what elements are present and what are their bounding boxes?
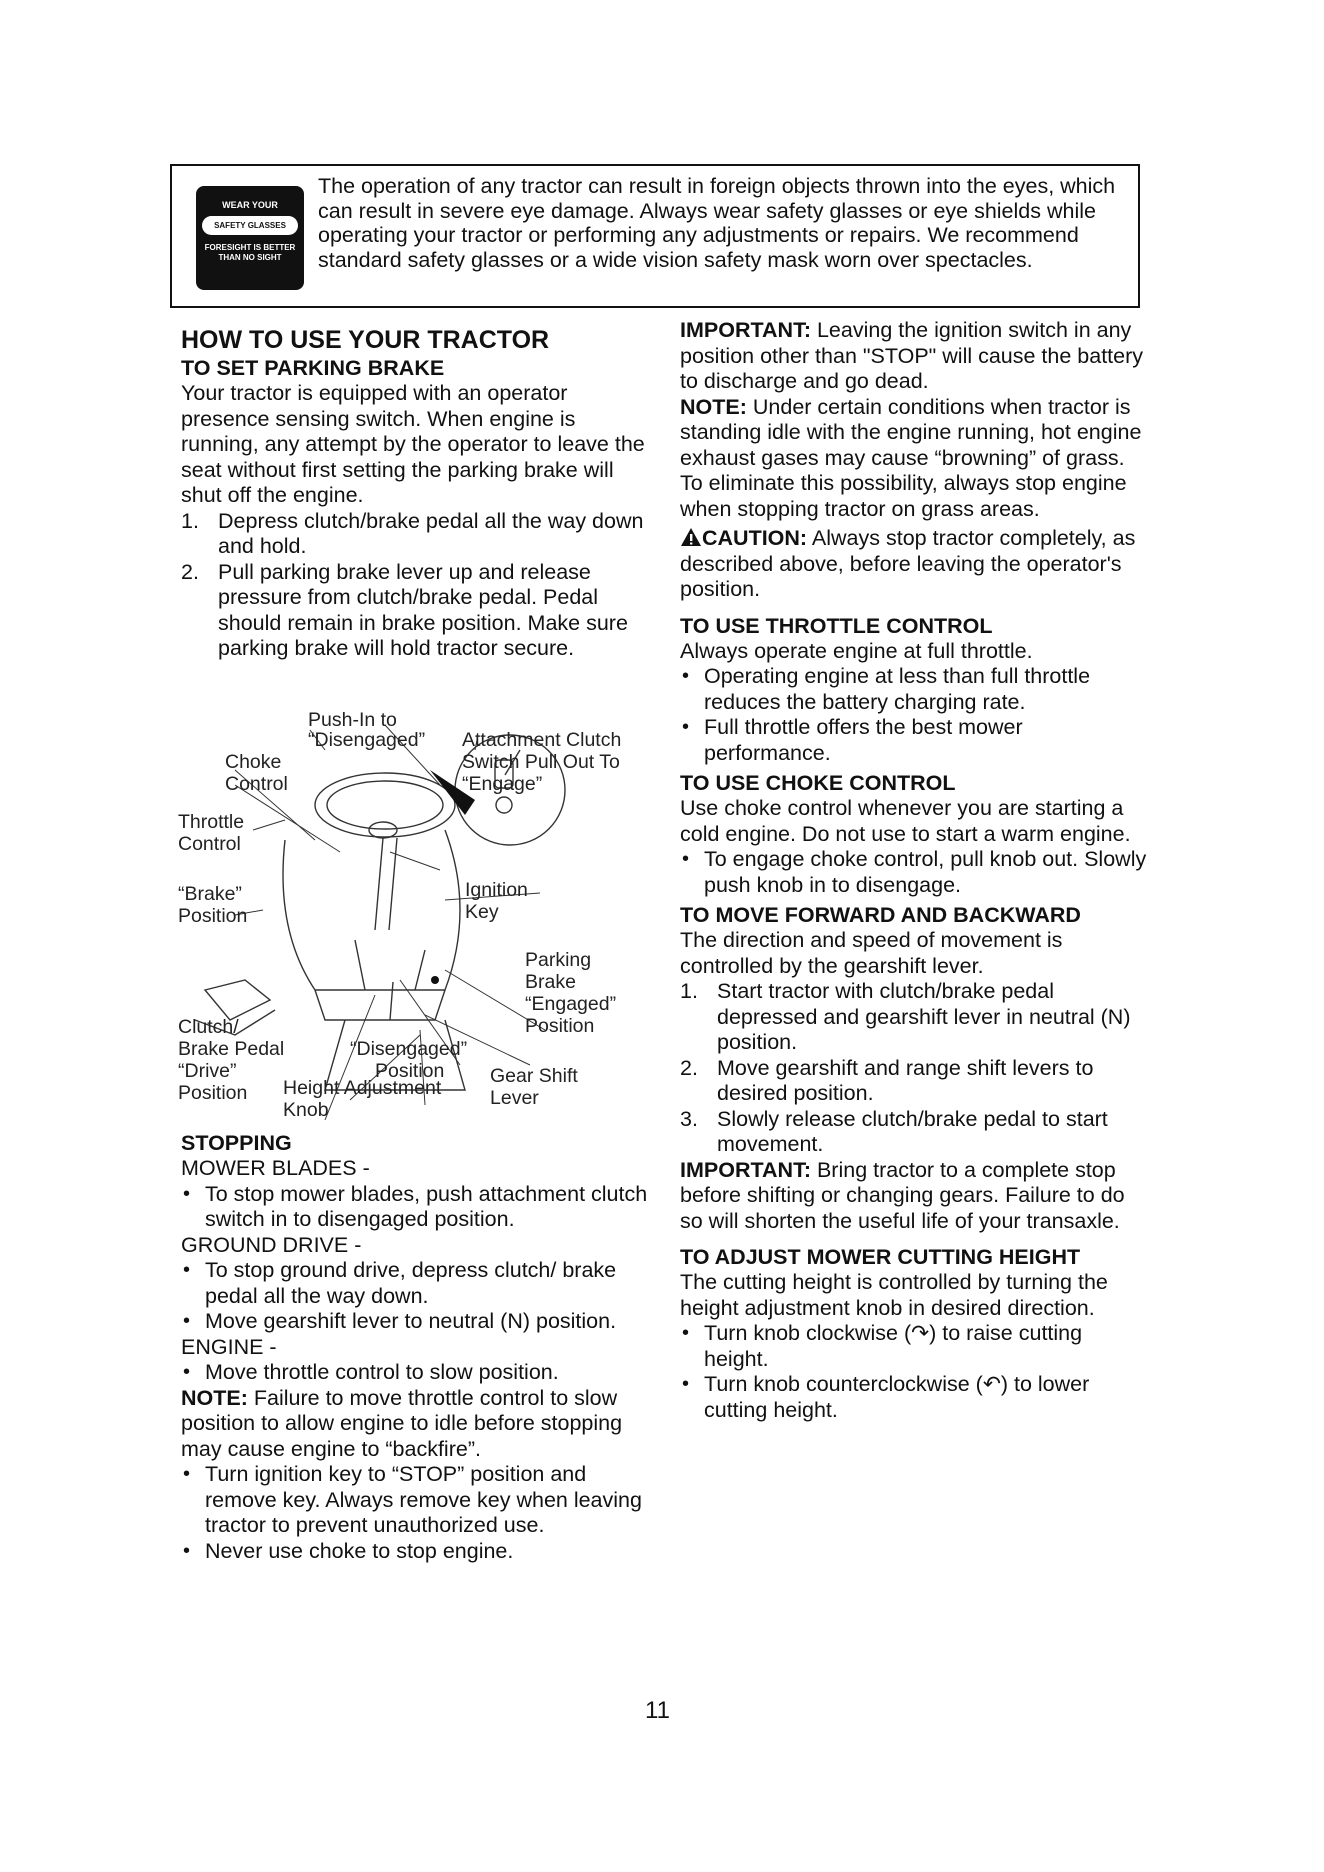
- list-item: • To engage choke control, pull knob out. Slowly push knob in to disengage.: [680, 847, 1150, 898]
- important-text: Bring tractor to a complete stop before shifting or changing gears. Failure to do so will shorten the useful life of your transaxle.: [680, 1157, 1125, 1233]
- label-height-adjustment: Height Adjustment: [283, 1077, 442, 1099]
- label-choke: Choke: [225, 751, 282, 773]
- label-push-in: Push-In to: [308, 709, 397, 731]
- label-parking-brake: Brake: [525, 971, 576, 993]
- list-item: • Move throttle control to slow position.: [181, 1360, 651, 1386]
- forward-steps: [680, 979, 1150, 1158]
- parking-brake-heading: TO SET PARKING BRAKE: [181, 356, 445, 380]
- label-clutch: Clutch/: [178, 1016, 239, 1038]
- cutting-height-heading: TO ADJUST MOWER CUTTING HEIGHT: [680, 1245, 1081, 1269]
- list-item: [680, 1107, 1150, 1158]
- choke-intro: Use choke control whenever you are starting a cold engine. Do not use to start a warm engine.: [680, 796, 1131, 846]
- steering-wheel-shape: [315, 773, 455, 837]
- throttle-list: [680, 664, 1150, 766]
- counterclockwise-arrow-icon: ↶: [982, 1372, 1001, 1396]
- step-text: Depress clutch/brake pedal all the way down and hold.: [218, 508, 644, 558]
- icon-line-1: WEAR YOUR: [222, 200, 278, 210]
- caution-text: Always stop tractor completely, as described above, before leaving the operator's position.: [680, 526, 1136, 601]
- ground-drive-label: GROUND DRIVE -: [181, 1232, 362, 1257]
- choke-list: [680, 847, 1150, 898]
- engine-list-2: [181, 1462, 651, 1564]
- label-ignition: Ignition: [465, 879, 528, 901]
- list-item: • Operating engine at less than full throttle reduces the battery charging rate.: [680, 664, 1150, 715]
- page-number: 11: [645, 1697, 670, 1724]
- list-item: [680, 1372, 1150, 1423]
- tractor-controls-diagram: [175, 690, 655, 1130]
- choke-heading: TO USE CHOKE CONTROL: [680, 771, 956, 795]
- important-gears: [680, 1158, 1150, 1235]
- icon-line-3: FORESIGHT IS BETTER THAN NO SIGHT: [204, 243, 296, 262]
- list-item: [680, 979, 1150, 1056]
- forward-backward-heading: TO MOVE FORWARD AND BACKWARD: [680, 903, 1081, 927]
- throttle-heading: TO USE THROTTLE CONTROL: [680, 613, 993, 638]
- label-engaged: “Engaged”: [525, 993, 617, 1015]
- item-text-b: ) to raise cutting height.: [704, 1321, 1083, 1371]
- engine-list: [181, 1360, 651, 1386]
- step-text: Start tractor with clutch/brake pedal depressed and gearshift lever in neutral (N) position.: [717, 979, 1131, 1054]
- label-disengaged: “Disengaged”: [308, 729, 426, 751]
- label-engage: “Engage”: [462, 773, 543, 795]
- mower-blades-label: MOWER BLADES -: [181, 1156, 370, 1180]
- list-item: • To stop mower blades, push attachment clutch switch in to disengaged position.: [181, 1182, 651, 1233]
- label-brake-pedal: Brake Pedal: [178, 1038, 285, 1060]
- safety-glasses-icon: [196, 186, 304, 290]
- step-number: 3.: [680, 1106, 698, 1131]
- item-text-a: Turn knob counterclockwise (: [704, 1372, 983, 1396]
- left-column: [181, 325, 651, 662]
- step-text: Slowly release clutch/brake pedal to start movement.: [717, 1106, 1108, 1156]
- parking-brake-steps: [181, 509, 651, 662]
- note-label: NOTE:: [181, 1385, 248, 1410]
- important-ignition: [680, 318, 1150, 395]
- label-lever: Lever: [490, 1087, 539, 1109]
- engine-label: ENGINE -: [181, 1334, 277, 1359]
- list-item: [680, 1056, 1150, 1107]
- label-throttle-control: Control: [178, 833, 241, 855]
- step-number: 1.: [181, 508, 199, 533]
- label-gear-shift: Gear Shift: [490, 1065, 578, 1087]
- list-item: • Full throttle offers the best mower performance.: [680, 715, 1150, 766]
- step-number: 2.: [181, 559, 199, 584]
- label-brake-position: Position: [178, 905, 248, 927]
- label-switch-pull: Switch Pull Out To: [462, 751, 620, 773]
- list-item: [680, 1321, 1150, 1372]
- safety-warning-box: [170, 164, 1140, 308]
- section-title: HOW TO USE YOUR TRACTOR: [181, 326, 550, 354]
- list-item: • Turn ignition key to “STOP” position and remove key. Always remove key when leaving tractor to prevent unauthorized use.: [181, 1462, 651, 1539]
- list-item: • Never use choke to stop engine.: [181, 1539, 651, 1565]
- engine-note: [181, 1386, 651, 1463]
- label-disengaged-position: “Disengaged”: [350, 1038, 468, 1060]
- right-column: [680, 318, 1150, 1423]
- stopping-section: [181, 1130, 651, 1564]
- list-item: • Move gearshift lever to neutral (N) position.: [181, 1309, 651, 1335]
- list-item: • To stop ground drive, depress clutch/ brake pedal all the way down.: [181, 1258, 651, 1309]
- parking-brake-intro: Your tractor is equipped with an operator presence sensing switch. When engine is running, any attempt by the operator to leave the seat without first setting the parking brake will shut off the engine.: [181, 381, 645, 507]
- label-throttle: Throttle: [178, 811, 245, 833]
- mower-blades-list: [181, 1182, 651, 1233]
- label-choke-control: Control: [225, 773, 288, 795]
- throttle-intro: Always operate engine at full throttle.: [680, 638, 1033, 663]
- note-browning: [680, 395, 1150, 523]
- cutting-height-intro: The cutting height is controlled by turning the height adjustment knob in desired direction.: [680, 1270, 1108, 1320]
- item-text-b: ) to lower cutting height.: [704, 1372, 1090, 1422]
- list-item: [181, 560, 651, 662]
- ground-drive-list: [181, 1258, 651, 1335]
- item-text-a: Turn knob clockwise (: [704, 1321, 912, 1345]
- label-disengaged-position-2: Position: [375, 1060, 445, 1082]
- note-text: Failure to move throttle control to slow position to allow engine to idle before stopping may cause engine to “backfire”.: [181, 1385, 623, 1461]
- warning-text: The operation of any tractor can result in foreign objects thrown into the eyes, which can result in severe eye damage. Always wear safety glasses or eye shields while operating your tractor or performing any adjustments or repairs. We recommend standard safety glasses or a wide vision safety mask worn over spectacles.: [318, 174, 1116, 272]
- important-label: IMPORTANT:: [680, 1157, 811, 1182]
- label-drive: “Drive”: [178, 1060, 237, 1082]
- forward-intro: The direction and speed of movement is controlled by the gearshift lever.: [680, 928, 1063, 978]
- clockwise-arrow-icon: ↷: [911, 1321, 930, 1345]
- label-brake: “Brake”: [178, 883, 242, 905]
- caution-paragraph: [680, 526, 1150, 603]
- step-text: Pull parking brake lever up and release pressure from clutch/brake pedal. Pedal should remain in brake position. Make sure parking brake will hold tractor secure.: [218, 559, 628, 660]
- label-key: Key: [465, 901, 499, 923]
- list-item: [181, 509, 651, 560]
- note-label: NOTE:: [680, 394, 747, 419]
- note-text: Under certain conditions when tractor is standing idle with the engine running, hot engine exhaust gases may cause “browning” of grass. To eliminate this possibility, always stop engine when stopping tractor on grass areas.: [680, 394, 1142, 521]
- step-number: 1.: [680, 979, 698, 1003]
- stopping-heading: STOPPING: [181, 1131, 292, 1155]
- important-text: Leaving the ignition switch in any position other than "STOP" will cause the battery to discharge and go dead.: [680, 318, 1144, 393]
- caution-triangle-icon: [680, 527, 702, 547]
- label-drive-position: Position: [178, 1082, 248, 1104]
- cutting-height-list: [680, 1321, 1150, 1423]
- label-knob: Knob: [283, 1099, 329, 1121]
- label-parking: Parking: [525, 949, 592, 971]
- step-text: Move gearshift and range shift levers to desired position.: [717, 1055, 1094, 1105]
- icon-line-2: SAFETY GLASSES: [202, 216, 298, 235]
- step-number: 2.: [680, 1055, 698, 1080]
- label-attachment-clutch: Attachment Clutch: [462, 729, 622, 751]
- caution-label: CAUTION:: [702, 526, 808, 550]
- label-engaged-position: Position: [525, 1015, 595, 1037]
- important-label: IMPORTANT:: [680, 318, 811, 342]
